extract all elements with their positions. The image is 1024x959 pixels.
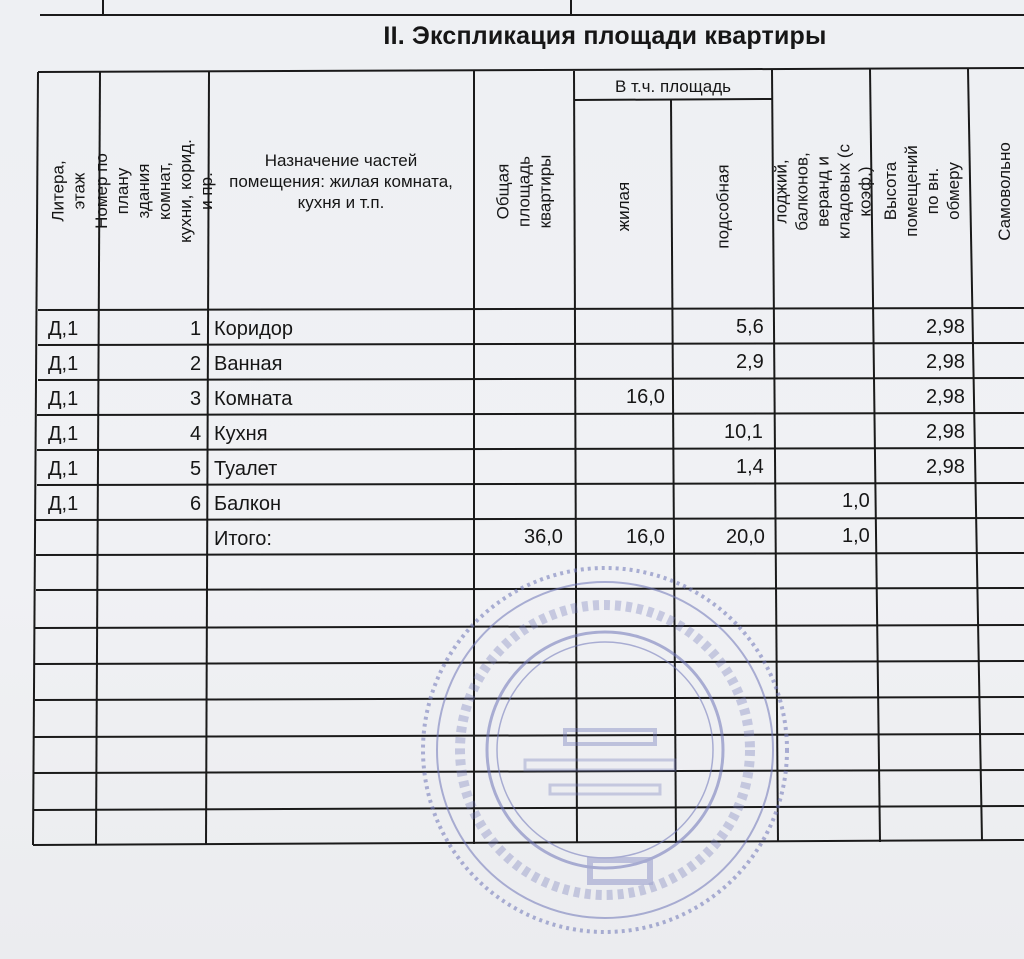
total-label: Итого: bbox=[214, 528, 272, 550]
cell-litera: Д,1 bbox=[48, 318, 79, 340]
cell-number: 1 bbox=[190, 318, 202, 340]
cell-height: 2,98 bbox=[926, 351, 965, 373]
cell-loggia: 1,0 bbox=[842, 490, 870, 512]
cell-number: 6 bbox=[190, 493, 202, 515]
cell-litera: Д,1 bbox=[48, 458, 79, 480]
cell-name: Туалет bbox=[214, 458, 278, 480]
cell-auxiliary: 10,1 bbox=[724, 421, 763, 443]
header-room-number: Номер по плану здания комнат, кухни, корид. и пр. bbox=[92, 139, 216, 243]
cell-litera: Д,1 bbox=[48, 388, 79, 410]
cell-height: 2,98 bbox=[926, 386, 965, 408]
header-living: жилая bbox=[614, 181, 633, 231]
cell-number: 2 bbox=[190, 353, 202, 375]
cell-name: Комната bbox=[214, 388, 293, 410]
cell-height: 2,98 bbox=[926, 421, 965, 443]
header-incl-area: В т.ч. площадь bbox=[615, 77, 731, 96]
total-auxiliary-value: 20,0 bbox=[726, 526, 765, 548]
header-litera: Литера, этаж bbox=[49, 160, 89, 222]
header-loggia: лоджий, балконов, веранд и кладовых (с коэф.) bbox=[771, 143, 875, 239]
cell-auxiliary: 1,4 bbox=[736, 456, 764, 478]
cell-number: 4 bbox=[190, 423, 202, 445]
cell-auxiliary: 2,9 bbox=[736, 351, 764, 373]
page-title: II. Экспликация площади квартиры bbox=[383, 22, 827, 50]
round-seal-stamp-icon bbox=[415, 560, 795, 940]
cell-auxiliary: 5,6 bbox=[736, 316, 764, 338]
cell-litera: Д,1 bbox=[48, 423, 79, 445]
cell-litera: Д,1 bbox=[48, 353, 79, 375]
total-area-value: 36,0 bbox=[524, 526, 563, 548]
header-total-area: Общая площадь квартиры bbox=[493, 154, 555, 228]
cell-number: 3 bbox=[190, 388, 202, 410]
header-auxiliary: подсобная bbox=[713, 163, 733, 249]
cell-name: Коридор bbox=[214, 318, 293, 340]
cell-height: 2,98 bbox=[926, 316, 965, 338]
cell-number: 5 bbox=[190, 458, 202, 480]
header-height: Высота помещений по вн. обмеру bbox=[881, 145, 963, 237]
cell-litera: Д,1 bbox=[48, 493, 79, 515]
cell-name: Кухня bbox=[214, 423, 268, 445]
total-living-value: 16,0 bbox=[626, 526, 665, 548]
header-purpose: Назначение частей помещения: жилая комната, кухня и т.п. bbox=[229, 151, 453, 212]
total-loggia-value: 1,0 bbox=[842, 525, 870, 547]
cell-height: 2,98 bbox=[926, 456, 965, 478]
cell-name: Ванная bbox=[214, 353, 283, 375]
cell-name: Балкон bbox=[214, 493, 282, 515]
header-self-built: Самовольно bbox=[994, 141, 1014, 241]
cell-living: 16,0 bbox=[626, 386, 665, 408]
